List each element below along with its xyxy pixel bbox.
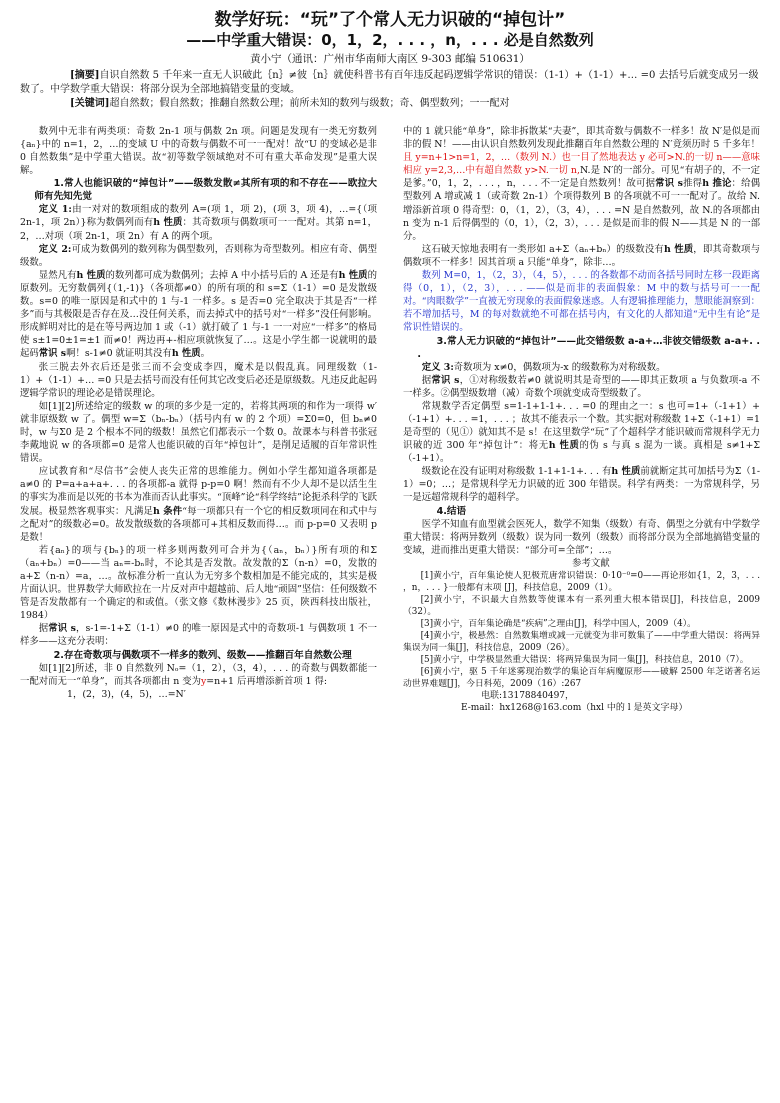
- intro-paragraph: 数列中无非有两类项：奇数 2n-1 项与偶数 2n 项。问题是发现有一类无穷数列{aₙ}中的 n=1，2，…的变域 U 中的奇数与偶数不可一一配对！故“U 的变域必是非 0 自然数集”是中学重大错误。故“初等数学领域绝对不可有重大革命发现”是重大误解。: [20, 126, 377, 177]
- paragraph-conventional-math: 常规数学否定偶型 s=1-1+1-1+. . . =0 的理由之一：s 也可=1+（-1+1）+（-1+1）+. . . =1，. . . ；故其不能表示一个数。其实据对称级数 1+Σ（-1+1）=1 是奇型的（见①）就知其不是 s！在这里数学“玩”了个超科学才能识破而常规科学无力识破的近 300 年“掉包计”：将无h 性质的伪 s 与真 s 混为一谈。真相是 s≠1+Σ（-1+1）。: [403, 400, 760, 465]
- right-column: [403, 125, 760, 714]
- references: [403, 557, 760, 714]
- body-columns: [20, 125, 760, 714]
- paragraph-zhangsan: 张三脱去外衣后还是张三而不会变成李四，魔术是以假乱真。同理级数（1-1）+（1-1）+… =0 只是去括号而没有任何其它改变后必还是原级数。凡违反此起码逻辑学常识的理论必是错误理论。: [20, 361, 377, 399]
- paragraph-common-sense: 据常识 s，s-1=-1+Σ（1-1）≠0 的唯一原因是式中的奇数项-1 与偶数项 1 不一样多——这充分表明：: [20, 623, 377, 648]
- reference-item: [6]黄小宁，驱 5 千年迷雾现治数学的集论百年病魔原形——破解 2500 年芝诺著名运动世界难题[J]，今日科苑，2009（16）:267: [403, 666, 760, 689]
- formula-n-prime: 1，(2，3)，(4，5)，…=N′: [66, 688, 186, 700]
- keywords-text: 超自然数；假自然数；推翻自然数公理；前所未知的数列与级数；奇、偶型数列；一一配对: [109, 98, 510, 109]
- section-1-heading: 1.常人也能识破的“掉包计”——级数发散≠其所有项的和不存在——欧拉大师有先知先觉: [34, 178, 377, 203]
- paragraph-h-property: 显然凡有h 性质的数列都可成为数偶列；去掉 A 中小括号后的 A 还是有h 性质的原数列。无穷数偶列{（1,-1)}（各项都≠0）的所有项的和 s=Σ（1-1）=0 是发散级数。s=0 的唯一原因是和式中的 1 与-1 一样多。s 是否=0 完全取决于其是否“一样多”而与其极限是否存在及…没任何关系，而去掉式中的括号对“一样多”没任何影响。形成鲜明对比的是在等号两边加 1 或（-1）就打破了 1 与-1 一一对应“一样多”的格局使 s±1=0±1=±1 而≠0！两边再+-相应项就恢复了…。这是小学生都一说就明的最起码常识 s啊！s-1≠0 就证明其没有h 性质。: [20, 269, 377, 360]
- keywords: [20, 97, 760, 111]
- paragraph-euler: 若{aₙ}的项与{bₙ}的项一样多则两数列可合并为{（aₙ，bₙ）}所有项的和Σ（aₙ+bₙ）=0——当 aₙ=-bₙ时，不论其是否发散。故发散的Σ（n-n）=0，发散的 a+Σ（n-n）=a，…。故标准分析一直认为无穷多个数相加是不能完成的，其实是极片面认识。世界数学大师欧拉在一片反对声中超越前、后人地“顽固”坚信：任何级数不管是否发散都有一个确定的和或值。（张文修《数林漫步》25 页，陕西科技出版社，1984）: [20, 544, 377, 622]
- paragraph-series-w: 如[1][2]所述给定的级数 w 的项的多少是一定的，若将其两项的和作为一项得 w′就非原级数 w 了。偶型 w=Σ（bₙ-bₙ）（括号内有 w 的 2 个项）=Σ0=0，但 bₙ≠0 时，w 与Σ0 是 2 个根本不同的级数！虽然它们都表示一个数 0。故课本与科普书张冠李戴地说 w 的各项都=0 是常人也能识破的百年“掉包计”，是削足适履的百年常识性错误。: [20, 400, 377, 465]
- keywords-label: [关键词]: [70, 98, 110, 109]
- paper-title: 数学好玩：“玩”了个常人无力识破的“掉包计”: [214, 10, 566, 30]
- definition-3: 定义 3:奇数项为 x≠0，偶数项为-x 的级数称为对称级数。: [421, 361, 666, 373]
- section-2-heading: 2.存在奇数项与偶数项不一样多的数列、级数——推翻百年自然数公理: [53, 649, 352, 661]
- reference-item: [1]黄小宁，百年集论使人犯极荒唐常识错误：0·10⁻⁰=0——再论形如{1，2，3，. . . ，n，. . . }一般都有末项 [J]，科技信息，2009（1）。: [403, 570, 760, 593]
- abstract: [20, 69, 760, 97]
- section-3-heading: 3.常人无力识破的“掉包计”——此交错级数 a-a+…非彼交错级数 a-a+. . .: [417, 335, 760, 360]
- references-heading: 参考文献: [572, 557, 610, 569]
- abstract-text: 自识自然数 5 千年来一直无人识破此｛n｝≠彼｛n｝就使科普书有百年违反起码逻辑学常识的错误：（1-1）+（1-1）+… =0 去括号后就变成另一级数了。中学数学重大错误：将部分误为全部地搞错变量的变域。: [20, 70, 759, 95]
- conclusion-paragraph: 医学不知血有血型就会医死人，数学不知集（级数）有奇、偶型之分就有中学数学重大错误：将两异数列（级数）误为同一数列（级数）而将部分误为全部地搞错变量的变域，进而推出更重大错误：“部分可=全部”；…。: [403, 518, 760, 556]
- section-4-heading: 4.结语: [436, 505, 467, 517]
- reference-item: [4]黄小宁，极悬然：自然数集增或减一元就变为非可数集了——中学重大错误：将两异集误为同一集[J]，科技信息，2009（26）。: [403, 630, 760, 653]
- paragraph-shocking: 这石破天惊地表明有一类形如 a+Σ（aₙ+bₙ）的级数没有h 性质，即其奇数项与偶数项不一样多！因其首项 a 只能“单身”，除非…。: [403, 243, 760, 268]
- paragraph-series-theory: 级数论在没有证明对称级数 1-1+1-1+. . . 有h 性质前就断定其可加括号为Σ（1-1）=0；…；是常规科学无力识破的近 300 年错误。科学有两类：一为常规科学，另一是远超常规科学的超科学。: [403, 466, 760, 504]
- reference-item: [2]黄小宁，不识最大自然数等使课本有一系列重大根本错误[J]，科技信息，2009（32）。: [403, 594, 760, 617]
- paragraph-symmetric: 据常识 s，①对称级数若≠0 就说明其是奇型的——即其正数项 a 与负数项-a 不一样多。②偶型级数增（减）奇数个项就变成奇型级数了。: [403, 374, 760, 399]
- author-line: 黄小宁（通讯：广州市华南师大南区 9-303 邮编 510631）: [250, 53, 530, 65]
- paragraph-continued: 中的 1 就只能“单身”，除非拆散某“夫妻”，即其奇数与偶数不一样多！故 N′是似是而非的假 N！——由认识自然数列发现此推翻百年自然数公理的 N′竟须历时 5 千多年！且 y=n+1>n=1，2，…（数列 N.）也一目了然地表达 y 必可>N.的一切 n——意味相应 y=2,3,…中有超自然数 y>N.一切 n,N.是 N′的一部分。可见“有胡子的，不一定是爹。”0，1，2，. . . ，n，. . . 不一定是自然数列！故可据常识 s推得h 推论：给偶型数列 A 增或减 1（或奇数 2n-1）个项得数列 B 的各项就不可一一配对了。故给 N.增添新首项 0 得奇型：0，（1，2），（3，4），. . . =N 是自然数列，故 N.的各项都由 n 变为 n-1 后得偶型的（0，1），（2，3），. . . 是似是而非的假 N——其是 N 的一部分。: [403, 126, 760, 242]
- left-column: [20, 125, 377, 714]
- contact-phone: 电联:13178840497，: [481, 690, 575, 701]
- reference-item: [5]黄小宁，中学极显然重大错误：将两异集误为同一集[J]，科技信息，2010（7）。: [420, 654, 749, 665]
- paper-subtitle: ——中学重大错误：0，1，2，. . . ，n，. . . 必是自然数列: [186, 31, 594, 49]
- definition-2: 定义 2:可成为数偶列的数列称为偶型数列，否则称为奇型数列。相应有奇、偶型级数。: [20, 243, 377, 268]
- paragraph-natural-numbers: 如[1][2]所述，非 0 自然数列 Nₒ=（1，2），（3，4），. . . 的奇数与偶数都能一一配对而无一“单身”，而其各项都由 n 变为y=n+1 后再增添新首项 1 得:: [20, 662, 377, 687]
- reference-item: [3]黄小宁，百年集论确是“疾病”之理由[J]，科学中国人，2009（4）。: [420, 618, 696, 629]
- definition-1: 定义 1:由一对对的数项组成的数列 A=(项 1，项 2)，(项 3，项 4)，…={（项 2n-1，项 2n）}称为数偶列而有h 性质：其奇数项与偶数项可一一配对。其第 n=1，2，…对项（项 2n-1，项 2n）有 A 的两个项。: [20, 204, 377, 242]
- paragraph-exam-education: 应试教育和“尽信书”会使人丧失正常的思维能力。例如小学生都知道各项都是 a≠0 的 P=a+a+a+. . . 的各项都-a 就得 p-p=0 啊！然而有不少人却不是以活生生的事实为准而是以死的书本为准而否认此事实。“顶峰”论“科学终结”论扼杀科学的飞跃发展。极显然客观事实：凡满足h 条件“每一项都只有一个它的相反数项同在和式中与之配对”的级数必=0。故发散级数的各项都可+其相反数而得…。而 p-p=0 又表明 p 是数！: [20, 466, 377, 543]
- paragraph-sequence-m: 数列 M=0，1，（2，3），（4，5），. . . 的各数都不动而各括号同时左移一段距离得（0，1），（2，3），. . . ——似是而非的表面假象：M 中的数与括号可一一配对。“肉眼数学”一直被无穷现象的表面假象迷惑。人有逻辑推理能力，慧眼能洞察到：若不增加括号，M 的每对数就绝不可都在括号内，有文化的人都知道“无中生有论”是常识性错误的。: [403, 270, 760, 334]
- abstract-label: [摘要]: [70, 70, 100, 81]
- contact-email[interactable]: E-mail：hx1268@163.com（hxl 中的 l 是英文字母）: [461, 702, 688, 713]
